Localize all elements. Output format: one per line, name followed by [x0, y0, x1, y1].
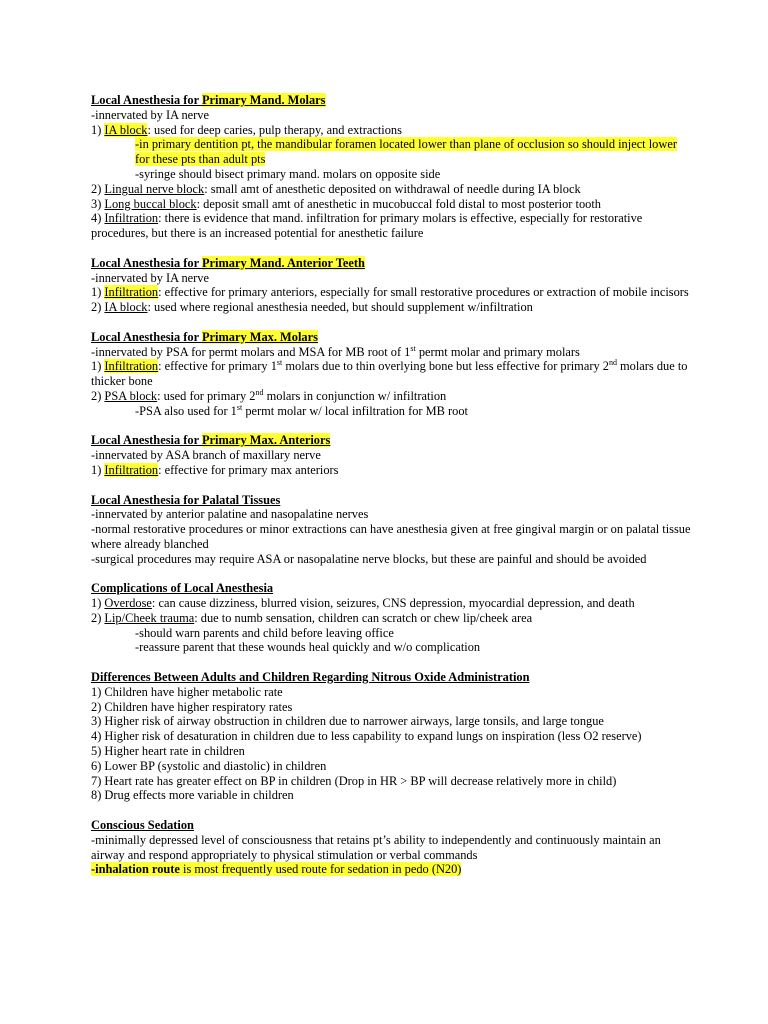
document-page — [91, 93, 691, 892]
text-line: -should warn parents and child before leaving office — [135, 625, 394, 640]
text-line: -PSA also used for 1st permt molar w/ local infiltration for MB root — [135, 402, 468, 418]
section-palatal-tissues — [91, 493, 691, 567]
list-item: 1) Infiltration: effective for primary max anteriors — [91, 462, 339, 477]
text-line: -minimally depressed level of consciousness that retains pt’s ability to independently and continuously maintain an airway and respond appropriately to physical stimulation or verbal commands — [91, 832, 661, 862]
text-line: -innervated by ASA branch of maxillary nerve — [91, 448, 321, 463]
section-title: Local Anesthesia for Palatal Tissues — [91, 492, 281, 507]
text-line: -innervated by PSA for permt molars and MSA for MB root of 1st permt molar and primary molars — [91, 343, 580, 359]
section-title: Local Anesthesia for Primary Mand. Molars — [91, 93, 326, 107]
text-line: -reassure parent that these wounds heal quickly and w/o complication — [135, 640, 481, 655]
list-item: 1) IA block: used for deep caries, pulp therapy, and extractions — [91, 122, 402, 137]
list-item: 2) PSA block: used for primary 2nd molars in conjunction w/ infiltration — [91, 387, 447, 403]
list-item: 8) Drug effects more variable in children — [91, 788, 294, 803]
list-item: 1) Infiltration: effective for primary anteriors, especially for small restorative procedures or extraction of mobile incisors — [91, 285, 689, 300]
section-primary-max-molars — [91, 330, 691, 419]
section-title: Local Anesthesia for Primary Max. Molars — [91, 329, 318, 344]
list-item: 3) Higher risk of airway obstruction in children due to narrower airways, large tonsils, and large tongue — [91, 714, 604, 729]
list-item: 7) Heart rate has greater effect on BP in children (Drop in HR > BP will decrease relatively more in child) — [91, 773, 617, 788]
list-item: 3) Long buccal block: deposit small amt of anesthetic in mucobuccal fold distal to most posterior tooth — [91, 196, 601, 211]
section-primary-max-anteriors — [91, 433, 691, 477]
text-line: -innervated by IA nerve — [91, 270, 210, 285]
list-item: 2) IA block: used where regional anesthesia needed, but should supplement w/infiltration — [91, 300, 533, 315]
section-primary-mand-anterior — [91, 256, 691, 315]
list-item: 2) Lingual nerve block: small amt of anesthetic deposited on withdrawal of needle during IA block — [91, 181, 581, 196]
list-item: 1) Overdose: can cause dizziness, blurred vision, seizures, CNS depression, myocardial depression, and death — [91, 596, 635, 611]
section-primary-mand-molars — [91, 93, 691, 241]
section-title: Differences Between Adults and Children Regarding Nitrous Oxide Administration — [91, 670, 530, 685]
text-line: -innervated by anterior palatine and nasopalatine nerves — [91, 507, 369, 522]
text-line: -in primary dentition pt, the mandibular foramen located lower than plane of occlusion so should inject lower for these pts than adult pts — [135, 137, 677, 167]
section-title: Complications of Local Anesthesia — [91, 581, 274, 596]
text-line: -surgical procedures may require ASA or nasopalatine nerve blocks, but these are painful and should be avoided — [91, 551, 647, 566]
section-title: Local Anesthesia for Primary Mand. Anterior Teeth — [91, 255, 365, 270]
text-line: -inhalation route is most frequently used route for sedation in pedo (N20) — [91, 862, 462, 877]
list-item: 4) Higher risk of desaturation in children due to less capability to expand lungs on inspiration (less O2 reserve) — [91, 729, 642, 744]
section-title: Local Anesthesia for Primary Max. Anteriors — [91, 433, 331, 448]
list-item: 2) Lip/Cheek trauma: due to numb sensation, children can scratch or chew lip/cheek area — [91, 610, 533, 625]
section-nitrous-oxide-differences — [91, 670, 691, 803]
list-item: 5) Higher heart rate in children — [91, 744, 245, 759]
text-line: -syringe should bisect primary mand. molars on opposite side — [135, 166, 441, 181]
section-complications — [91, 581, 691, 655]
section-conscious-sedation — [91, 818, 691, 877]
list-item: 1) Children have higher metabolic rate — [91, 684, 283, 699]
list-item: 6) Lower BP (systolic and diastolic) in children — [91, 758, 327, 773]
section-title: Conscious Sedation — [91, 818, 194, 833]
list-item: 1) Infiltration: effective for primary 1st molars due to thin overlying bone but less effective for primary 2nd molars due to thicker bone — [91, 358, 688, 389]
text-line: -normal restorative procedures or minor extractions can have anesthesia given at free gingival margin or on palatal tissue where already blanched — [91, 522, 691, 551]
list-item: 4) Infiltration: there is evidence that mand. infiltration for primary molars is effective, especially for restorative procedures, but there is an increased potential for anesthetic failure — [91, 211, 643, 241]
list-item: 2) Children have higher respiratory rates — [91, 699, 293, 714]
text-line: -innervated by IA nerve — [91, 107, 210, 122]
